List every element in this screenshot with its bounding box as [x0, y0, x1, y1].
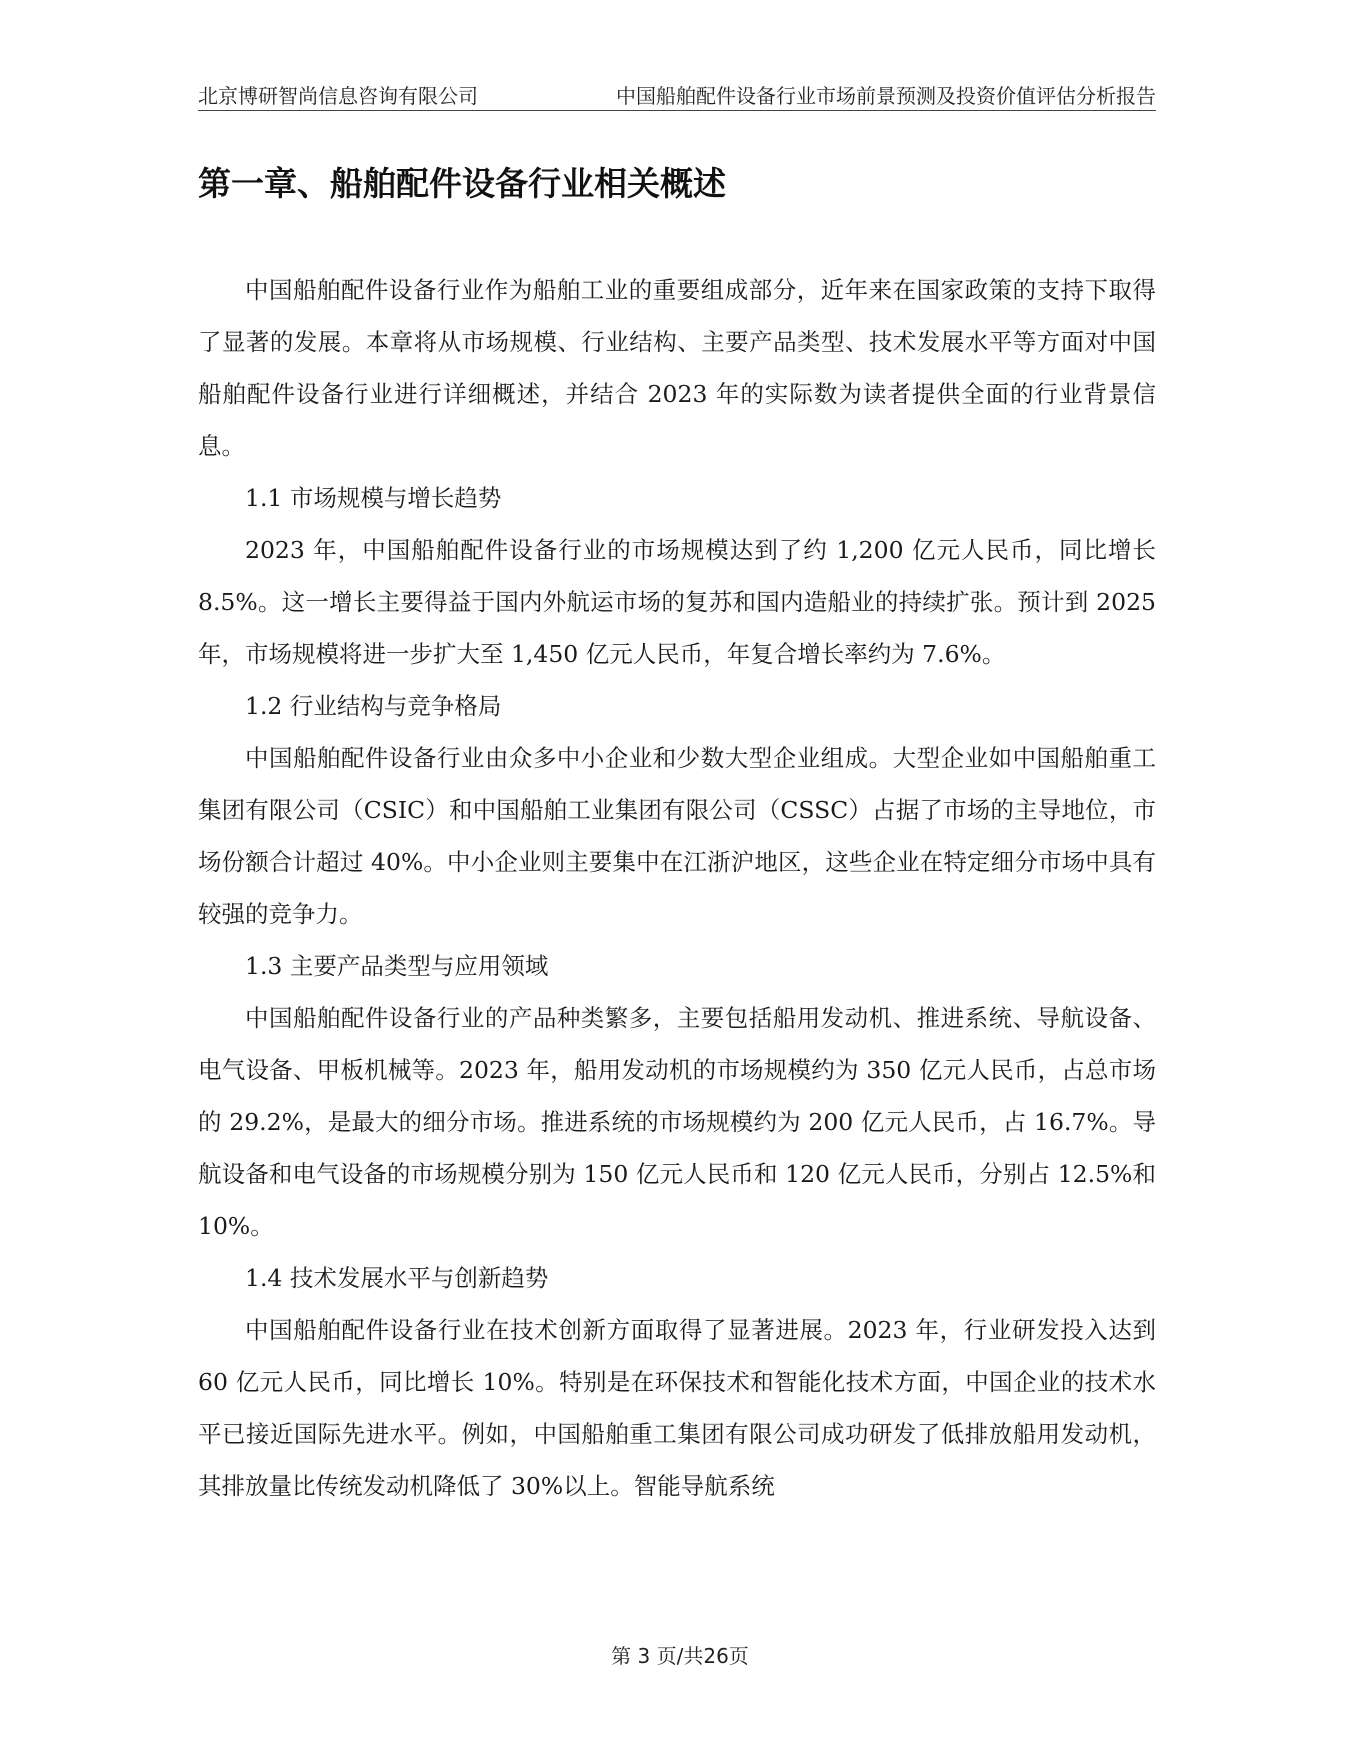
intro-paragraph: 中国船舶配件设备行业作为船舶工业的重要组成部分，近年来在国家政策的支持下取得了显著的发展。本章将从市场规模、行业结构、主要产品类型、技术发展水平等方面对中国船舶配件设备行业进行详细概述，并结合 2023 年的实际数为读者提供全面的行业背景信息。	[198, 276, 1156, 460]
page-footer	[0, 1640, 1360, 1669]
header-report-title: 中国船舶配件设备行业市场前景预测及投资价值评估分析报告	[616, 84, 1156, 108]
section-1-1-paragraph: 2023 年，中国船舶配件设备行业的市场规模达到了约 1,200 亿元人民币，同比增长 8.5%。这一增长主要得益于国内外航运市场的复苏和国内造船业的持续扩张。预计到 2025 年，市场规模将进一步扩大至 1,450 亿元人民币，年复合增长率约为 7.6%。	[198, 536, 1156, 668]
chapter-title: 第一章、船舶配件设备行业相关概述	[198, 164, 726, 203]
page-header	[198, 76, 1156, 111]
page-number: 第 3 页/共26页	[611, 1644, 749, 1668]
document-body	[198, 264, 1156, 1512]
section-1-4-paragraph: 中国船舶配件设备行业在技术创新方面取得了显著进展。2023 年，行业研发投入达到 60 亿元人民币，同比增长 10%。特别是在环保技术和智能化技术方面，中国企业的技术水平已接近国际先进水平。例如，中国船舶重工集团有限公司成功研发了低排放船用发动机，其排放量比传统发动机降低了 30%以上。智能导航系统	[198, 1316, 1156, 1500]
section-1-2-heading: 1.2 行业结构与竞争格局	[245, 692, 502, 720]
section-1-3-paragraph: 中国船舶配件设备行业的产品种类繁多，主要包括船用发动机、推进系统、导航设备、电气设备、甲板机械等。2023 年，船用发动机的市场规模约为 350 亿元人民币，占总市场的 29.2%，是最大的细分市场。推进系统的市场规模约为 200 亿元人民币，占 16.7%。导航设备和电气设备的市场规模分别为 150 亿元人民币和 120 亿元人民币，分别占 12.5%和 10%。	[198, 1004, 1156, 1240]
header-company: 北京博研智尚信息咨询有限公司	[198, 84, 478, 108]
section-1-4-heading: 1.4 技术发展水平与创新趋势	[245, 1264, 549, 1292]
section-1-3-heading: 1.3 主要产品类型与应用领域	[245, 952, 549, 980]
section-1-1-heading: 1.1 市场规模与增长趋势	[245, 484, 502, 512]
section-1-2-paragraph: 中国船舶配件设备行业由众多中小企业和少数大型企业组成。大型企业如中国船舶重工集团有限公司（CSIC）和中国船舶工业集团有限公司（CSSC）占据了市场的主导地位，市场份额合计超过 40%。中小企业则主要集中在江浙沪地区，这些企业在特定细分市场中具有较强的竞争力。	[198, 744, 1156, 928]
